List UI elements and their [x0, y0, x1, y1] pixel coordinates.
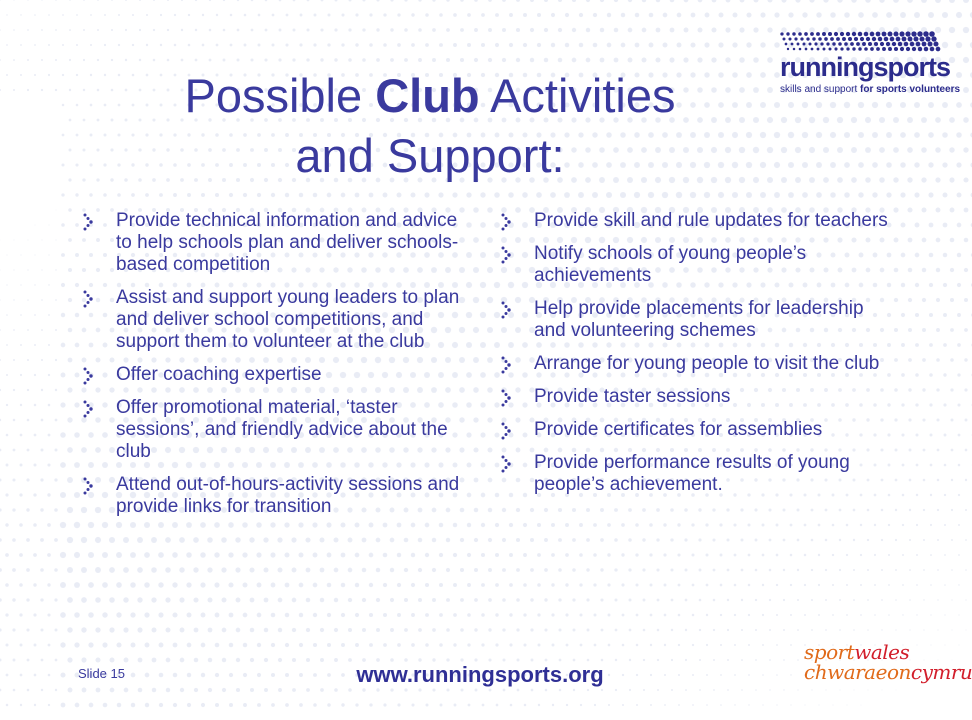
sportwales-logo-wales: wales: [854, 640, 910, 664]
sportwales-logo-chwaraeon: chwaraeon: [804, 660, 911, 684]
chevron-dot-bullet-icon: [500, 422, 512, 440]
bullet-text: Provide skill and rule updates for teachers: [534, 210, 888, 231]
chevron-dot-bullet-icon: [82, 367, 94, 385]
sportwales-logo-line1: [804, 642, 909, 662]
bullet-text: Provide certificates for assemblies: [534, 419, 823, 440]
chevron-dot-bullet-icon: [500, 246, 512, 264]
bullet-text: Offer promotional material, ‘taster sessions’, and friendly advice about the club: [116, 397, 448, 462]
chevron-dot-bullet-icon: [500, 356, 512, 374]
footer-url[interactable]: www.runningsports.org: [356, 662, 604, 687]
right-bullet-item: [496, 353, 900, 375]
bullet-text: Notify schools of young people’s achievements: [534, 243, 807, 286]
title-bold-word: Club: [375, 69, 480, 122]
chevron-dot-bullet-icon: [500, 301, 512, 319]
bullet-text: Arrange for young people to visit the club: [534, 353, 880, 374]
bullet-text: Attend out-of-hours-activity sessions and provide links for transition: [116, 474, 460, 517]
runningsports-logo-sports: sports: [873, 52, 951, 82]
bullet-text: Provide performance results of young people’s achievement.: [534, 452, 850, 495]
chevron-dot-bullet-icon: [82, 213, 94, 231]
left-bullet-item: [78, 397, 470, 463]
chevron-dot-bullet-icon: [82, 477, 94, 495]
right-bullet-list: [496, 210, 900, 507]
chevron-dot-bullet-icon: [500, 389, 512, 407]
left-bullet-item: [78, 474, 470, 518]
chevron-dot-bullet-icon: [500, 455, 512, 473]
left-bullet-list: [78, 210, 470, 529]
runningsports-tagline: [780, 84, 960, 96]
right-bullet-item: [496, 386, 900, 408]
right-bullet-item: [496, 419, 900, 441]
sportwales-logo-cymru: cymru: [910, 660, 972, 684]
right-bullet-item: [496, 243, 900, 287]
bullet-text: Provide taster sessions: [534, 386, 731, 407]
left-bullet-item: [78, 364, 470, 386]
bullet-text: Help provide placements for leadership and volunteering schemes: [534, 298, 864, 341]
sportwales-logo-sport: sport: [804, 640, 855, 664]
slide-number: Slide 15: [78, 666, 125, 681]
sportwales-logo-line2: [804, 662, 972, 682]
bullet-text: Offer coaching expertise: [116, 364, 322, 385]
chevron-dot-bullet-icon: [500, 213, 512, 231]
right-bullet-item: [496, 452, 900, 496]
runningsports-logo: [780, 52, 950, 82]
right-bullet-item: [496, 298, 900, 342]
left-bullet-item: [78, 210, 470, 276]
chevron-dot-bullet-icon: [82, 400, 94, 418]
tagline-part1: skills and support: [780, 84, 861, 95]
left-bullet-item: [78, 287, 470, 353]
title-line2: and Support:: [295, 129, 565, 182]
title-part2: Activities: [479, 69, 676, 122]
bullet-text: Assist and support young leaders to plan and deliver school competitions, and support them to volunteer at the club: [116, 287, 460, 352]
bullet-text: Provide technical information and advice to help schools plan and deliver schools-based competition: [116, 210, 459, 275]
title-part1: Possible: [184, 69, 376, 122]
runningsports-logo-running: running: [780, 52, 874, 82]
chevron-dot-bullet-icon: [82, 290, 94, 308]
slide-title: [150, 66, 710, 186]
tagline-part2: for sports volunteers: [860, 84, 961, 95]
right-bullet-item: [496, 210, 900, 232]
